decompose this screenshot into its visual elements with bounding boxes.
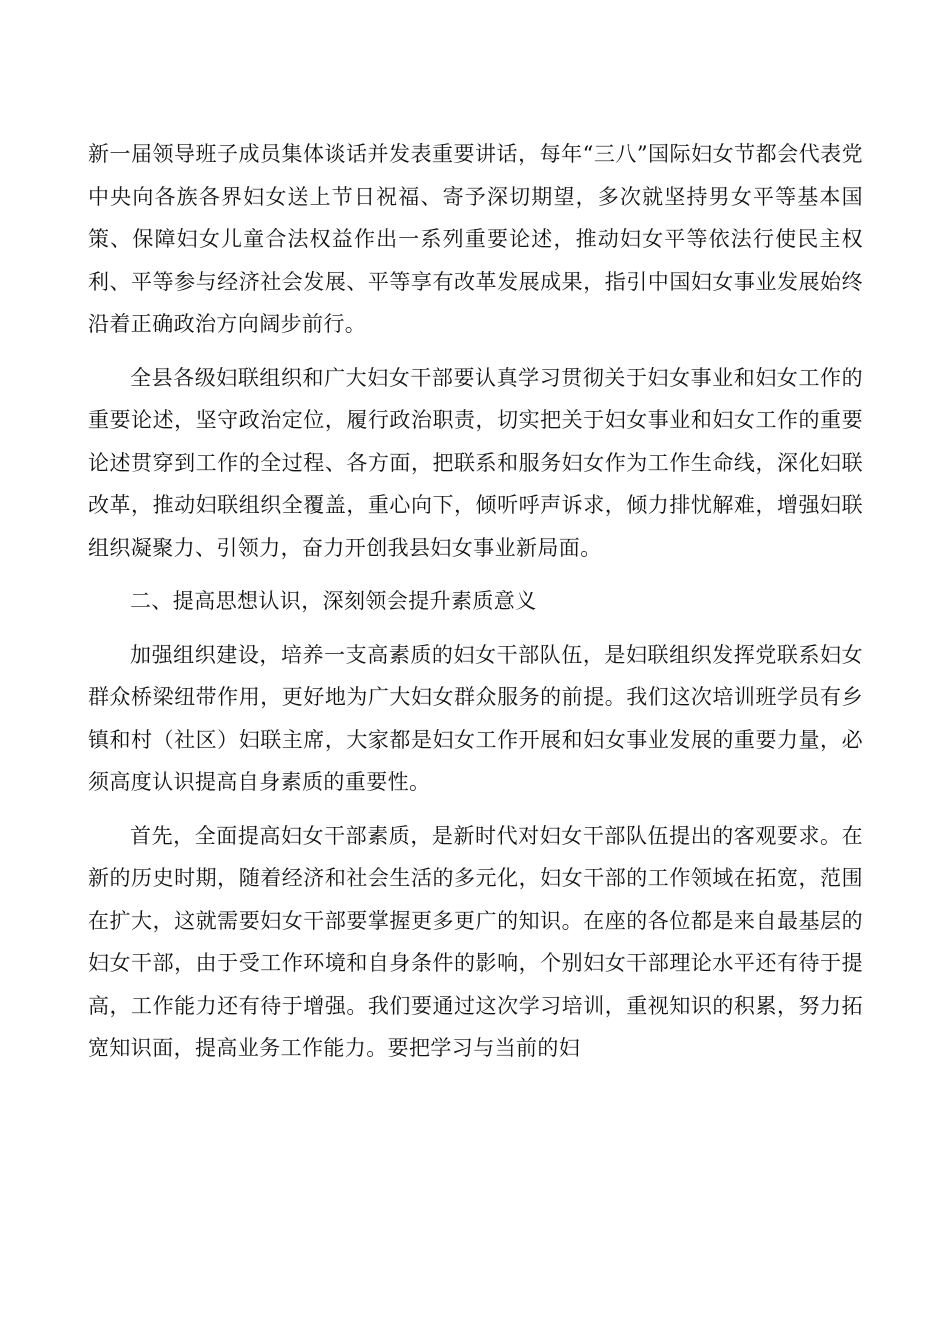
paragraph-organization-building: 加强组织建设，培养一支高素质的妇女干部队伍，是妇联组织发挥党联系妇女群众桥梁纽带作用，更好地为广大妇女群众服务的前提。我们这次培训班学员有乡镇和村（社区）妇联主席，大家都是妇女工作开展和妇女事业发展的重要力量，必须高度认识提高自身素质的重要性。 [88,642,863,794]
section-heading: 二、提高思想认识，深刻领会提升素质意义 [130,589,537,613]
paragraph-continuation: 新一届领导班子成员集体谈话并发表重要讲话，每年“三八”国际妇女节都会代表党中央向各族各界妇女送上节日祝福、寄予深切期望，多次就坚持男女平等基本国策、保障妇女儿童合法权益作出一系列重要论述，推动妇女平等依法行使民主权利、平等参与经济社会发展、平等享有改革发展成果，指引中国妇女事业发展始终沿着正确政治方向阔步前行。 [88,142,863,336]
paragraph-study-guidance: 全县各级妇联组织和广大妇女干部要认真学习贯彻关于妇女事业和妇女工作的重要论述，坚守政治定位，履行政治职责，切实把关于妇女事业和妇女工作的重要论述贯穿到工作的全过程、各方面，把联系和服务妇女作为工作生命线，深化妇联改革，推动妇联组织全覆盖，重心向下，倾听呼声诉求，倾力排忧解难，增强妇联组织凝聚力、引领力，奋力开创我县妇女事业新局面。 [88,365,863,560]
paragraph-first-point: 首先，全面提高妇女干部素质，是新时代对妇女干部队伍提出的客观要求。在新的历史时期，随着经济和社会生活的多元化，妇女干部的工作领域在拓宽，范围在扩大，这就需要妇女干部要掌握更多更广的知识。在座的各位都是来自最基层的妇女干部，由于受工作环境和自身条件的影响，个别妇女干部理论水平还有待于提高，工作能力还有待于增强。我们要通过这次学习培训，重视知识的积累，努力拓宽知识面，提高业务工作能力。要把学习与当前的妇 [88,823,863,1060]
document-body [88,133,863,1070]
